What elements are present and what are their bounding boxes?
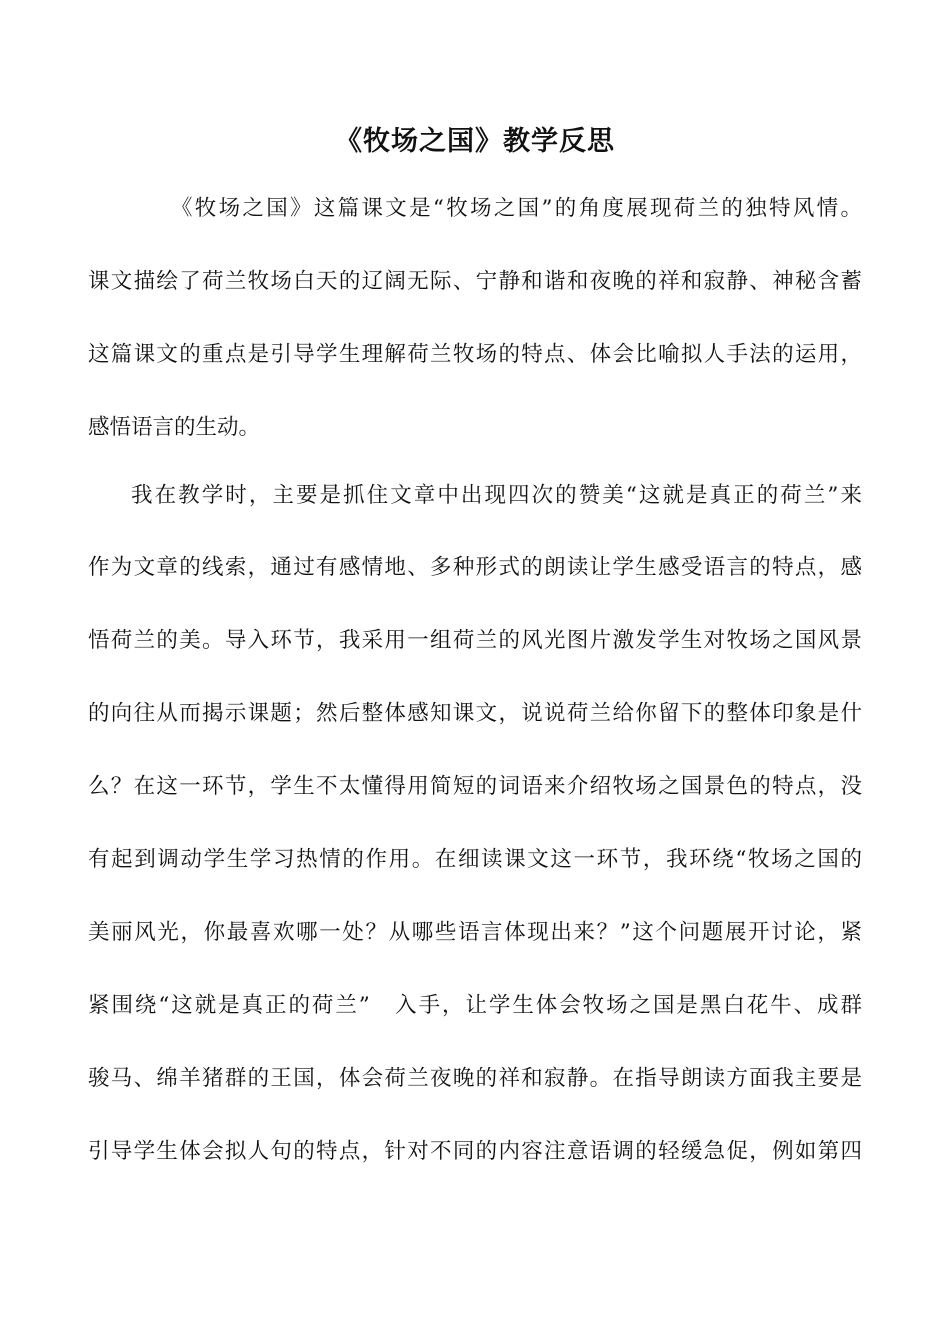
paragraph-line: 我在教学时，主要是抓住文章中出现四次的赞美“这就是真正的荷兰”来: [131, 483, 862, 508]
paragraph-line: 紧围绕“这就是真正的荷兰” 入手，让学生体会牧场之国是黑白花牛、成群: [88, 993, 862, 1018]
paragraph-line: 感悟语言的生动。: [88, 415, 261, 440]
paragraph-line: 课文描绘了荷兰牧场白天的辽阔无际、宁静和谐和夜晚的祥和寂静、神秘含蓄: [88, 269, 862, 294]
document-title: 《牧场之国》教学反思: [335, 126, 615, 157]
paragraph-line: 这篇课文的重点是引导学生理解荷兰牧场的特点、体会比喻拟人手法的运用，: [88, 342, 862, 367]
paragraph-line: 的向往从而揭示课题；然后整体感知课文，说说荷兰给你留下的整体印象是什: [88, 701, 862, 726]
paragraph-line: 《牧场之国》这篇课文是“牧场之国”的角度展现荷兰的独特风情。: [171, 196, 862, 221]
paragraph-line: 悟荷兰的美。导入环节，我采用一组荷兰的风光图片激发学生对牧场之国风景: [88, 628, 862, 653]
paragraph-line: 么？在这一环节，学生不太懂得用简短的词语来介绍牧场之国景色的特点，没: [88, 774, 862, 799]
paragraph-line: 引导学生体会拟人句的特点，针对不同的内容注意语调的轻缓急促，例如第四: [88, 1139, 862, 1164]
paragraph-line: 美丽风光，你最喜欢哪一处？从哪些语言体现出来？”这个问题展开讨论，紧: [88, 920, 862, 945]
paragraph-line: 有起到调动学生学习热情的作用。在细读课文这一环节，我环绕“牧场之国的: [88, 847, 862, 872]
paragraph-line: 骏马、绵羊猪群的王国，体会荷兰夜晚的祥和寂静。在指导朗读方面我主要是: [88, 1066, 862, 1091]
paragraph-line: 作为文章的线索，通过有感情地、多种形式的朗读让学生感受语言的特点，感: [88, 555, 862, 580]
